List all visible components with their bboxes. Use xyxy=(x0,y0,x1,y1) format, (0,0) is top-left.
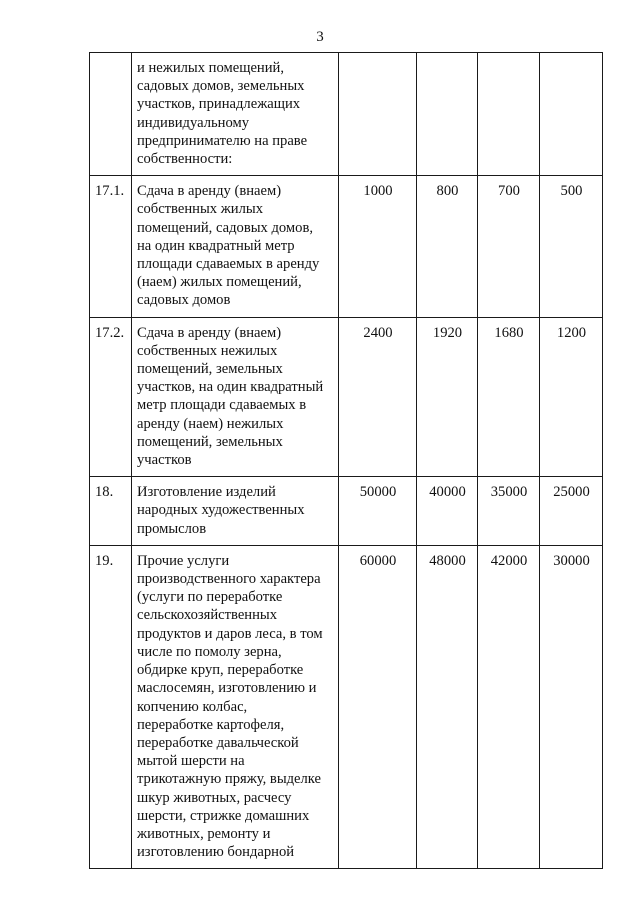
page-number: 3 xyxy=(316,29,324,45)
description-line: изготовлению бондарной xyxy=(137,844,295,861)
rate-value-col-1: 50000 xyxy=(339,477,417,546)
description-line: и нежилых помещений, xyxy=(137,60,285,76)
rate-value-col-4: 25000 xyxy=(540,477,603,546)
row-number xyxy=(90,53,132,176)
description-line: сельскохозяйственных xyxy=(137,607,278,624)
description-line: помещений, садовых домов, xyxy=(137,219,313,236)
description-line: помещений, земельных xyxy=(137,361,283,378)
table-row xyxy=(90,176,603,317)
description-line: животных, ремонту и xyxy=(137,825,271,842)
rate-value-col-4 xyxy=(540,53,603,176)
rate-value-col-3: 35000 xyxy=(478,477,540,546)
description-line: площади сдаваемых в аренду xyxy=(137,256,320,273)
description-line: Изготовление изделий xyxy=(137,484,276,501)
description-line: обдирке круп, переработке xyxy=(137,662,304,679)
table-row xyxy=(90,477,603,546)
rate-value-col-1 xyxy=(339,53,417,176)
description-line: садовых домов, земельных xyxy=(137,78,305,95)
description-line: собственных нежилых xyxy=(137,342,278,359)
description-line: маслосемян, изготовлению и xyxy=(137,680,317,697)
description-line: предпринимателю на праве xyxy=(137,132,308,149)
rate-value-col-4: 500 xyxy=(540,176,603,317)
rate-value-col-1: 60000 xyxy=(339,545,417,868)
description-line: Сдача в аренду (внаем) xyxy=(137,183,282,200)
table-row xyxy=(90,53,603,176)
description-line: мытой шерсти на xyxy=(137,753,245,770)
description-line: (наем) жилых помещений, xyxy=(137,274,302,291)
description-line: народных художественных xyxy=(137,502,305,519)
description-line: копчению колбас, xyxy=(137,698,248,715)
description-line: метр площади сдаваемых в xyxy=(137,397,307,414)
description-line: помещений, земельных xyxy=(137,433,283,450)
description-line: промыслов xyxy=(137,520,207,537)
description-line: индивидуальному xyxy=(137,114,249,131)
description-line: Сдача в аренду (внаем) xyxy=(137,324,282,341)
description-line: производственного характера xyxy=(137,571,321,588)
rate-value-col-1: 2400 xyxy=(339,317,417,477)
description-line: участков xyxy=(137,452,192,469)
tariff-table xyxy=(89,52,603,869)
row-number: 17.2. xyxy=(90,317,132,477)
description-line: числе по помолу зерна, xyxy=(137,643,282,660)
rate-value-col-2: 800 xyxy=(417,176,478,317)
rate-value-col-4: 30000 xyxy=(540,545,603,868)
rate-value-col-2: 48000 xyxy=(417,545,478,868)
service-description xyxy=(132,545,339,868)
description-line: (услуги по переработке xyxy=(137,589,283,606)
rate-value-col-3: 700 xyxy=(478,176,540,317)
description-line: садовых домов xyxy=(137,292,231,309)
description-line: шерсти, стрижке домашних xyxy=(137,807,310,824)
service-description xyxy=(132,53,339,176)
rate-value-col-1: 1000 xyxy=(339,176,417,317)
row-number: 19. xyxy=(90,545,132,868)
service-description xyxy=(132,176,339,317)
description-line: собственных жилых xyxy=(137,201,263,218)
rate-value-col-2: 40000 xyxy=(417,477,478,546)
row-number: 17.1. xyxy=(90,176,132,317)
service-description xyxy=(132,477,339,546)
rate-value-col-2 xyxy=(417,53,478,176)
description-line: шкур животных, расчесу xyxy=(137,789,292,806)
rate-value-col-4: 1200 xyxy=(540,317,603,477)
rate-value-col-3 xyxy=(478,53,540,176)
description-line: переработке картофеля, xyxy=(137,716,285,733)
description-line: аренду (наем) нежилых xyxy=(137,415,284,432)
table-row xyxy=(90,317,603,477)
description-line: собственности: xyxy=(137,151,233,168)
description-line: продуктов и даров леса, в том xyxy=(137,625,323,642)
description-line: на один квадратный метр xyxy=(137,237,295,254)
row-number: 18. xyxy=(90,477,132,546)
description-line: переработке давальческой xyxy=(137,734,299,751)
description-line: участков, принадлежащих xyxy=(137,96,301,113)
description-line: трикотажную пряжу, выделке xyxy=(137,771,322,788)
table-row xyxy=(90,545,603,868)
service-description xyxy=(132,317,339,477)
description-line: Прочие услуги xyxy=(137,552,230,569)
rate-value-col-2: 1920 xyxy=(417,317,478,477)
description-line: участков, на один квадратный xyxy=(137,379,324,396)
rate-value-col-3: 1680 xyxy=(478,317,540,477)
rate-value-col-3: 42000 xyxy=(478,545,540,868)
